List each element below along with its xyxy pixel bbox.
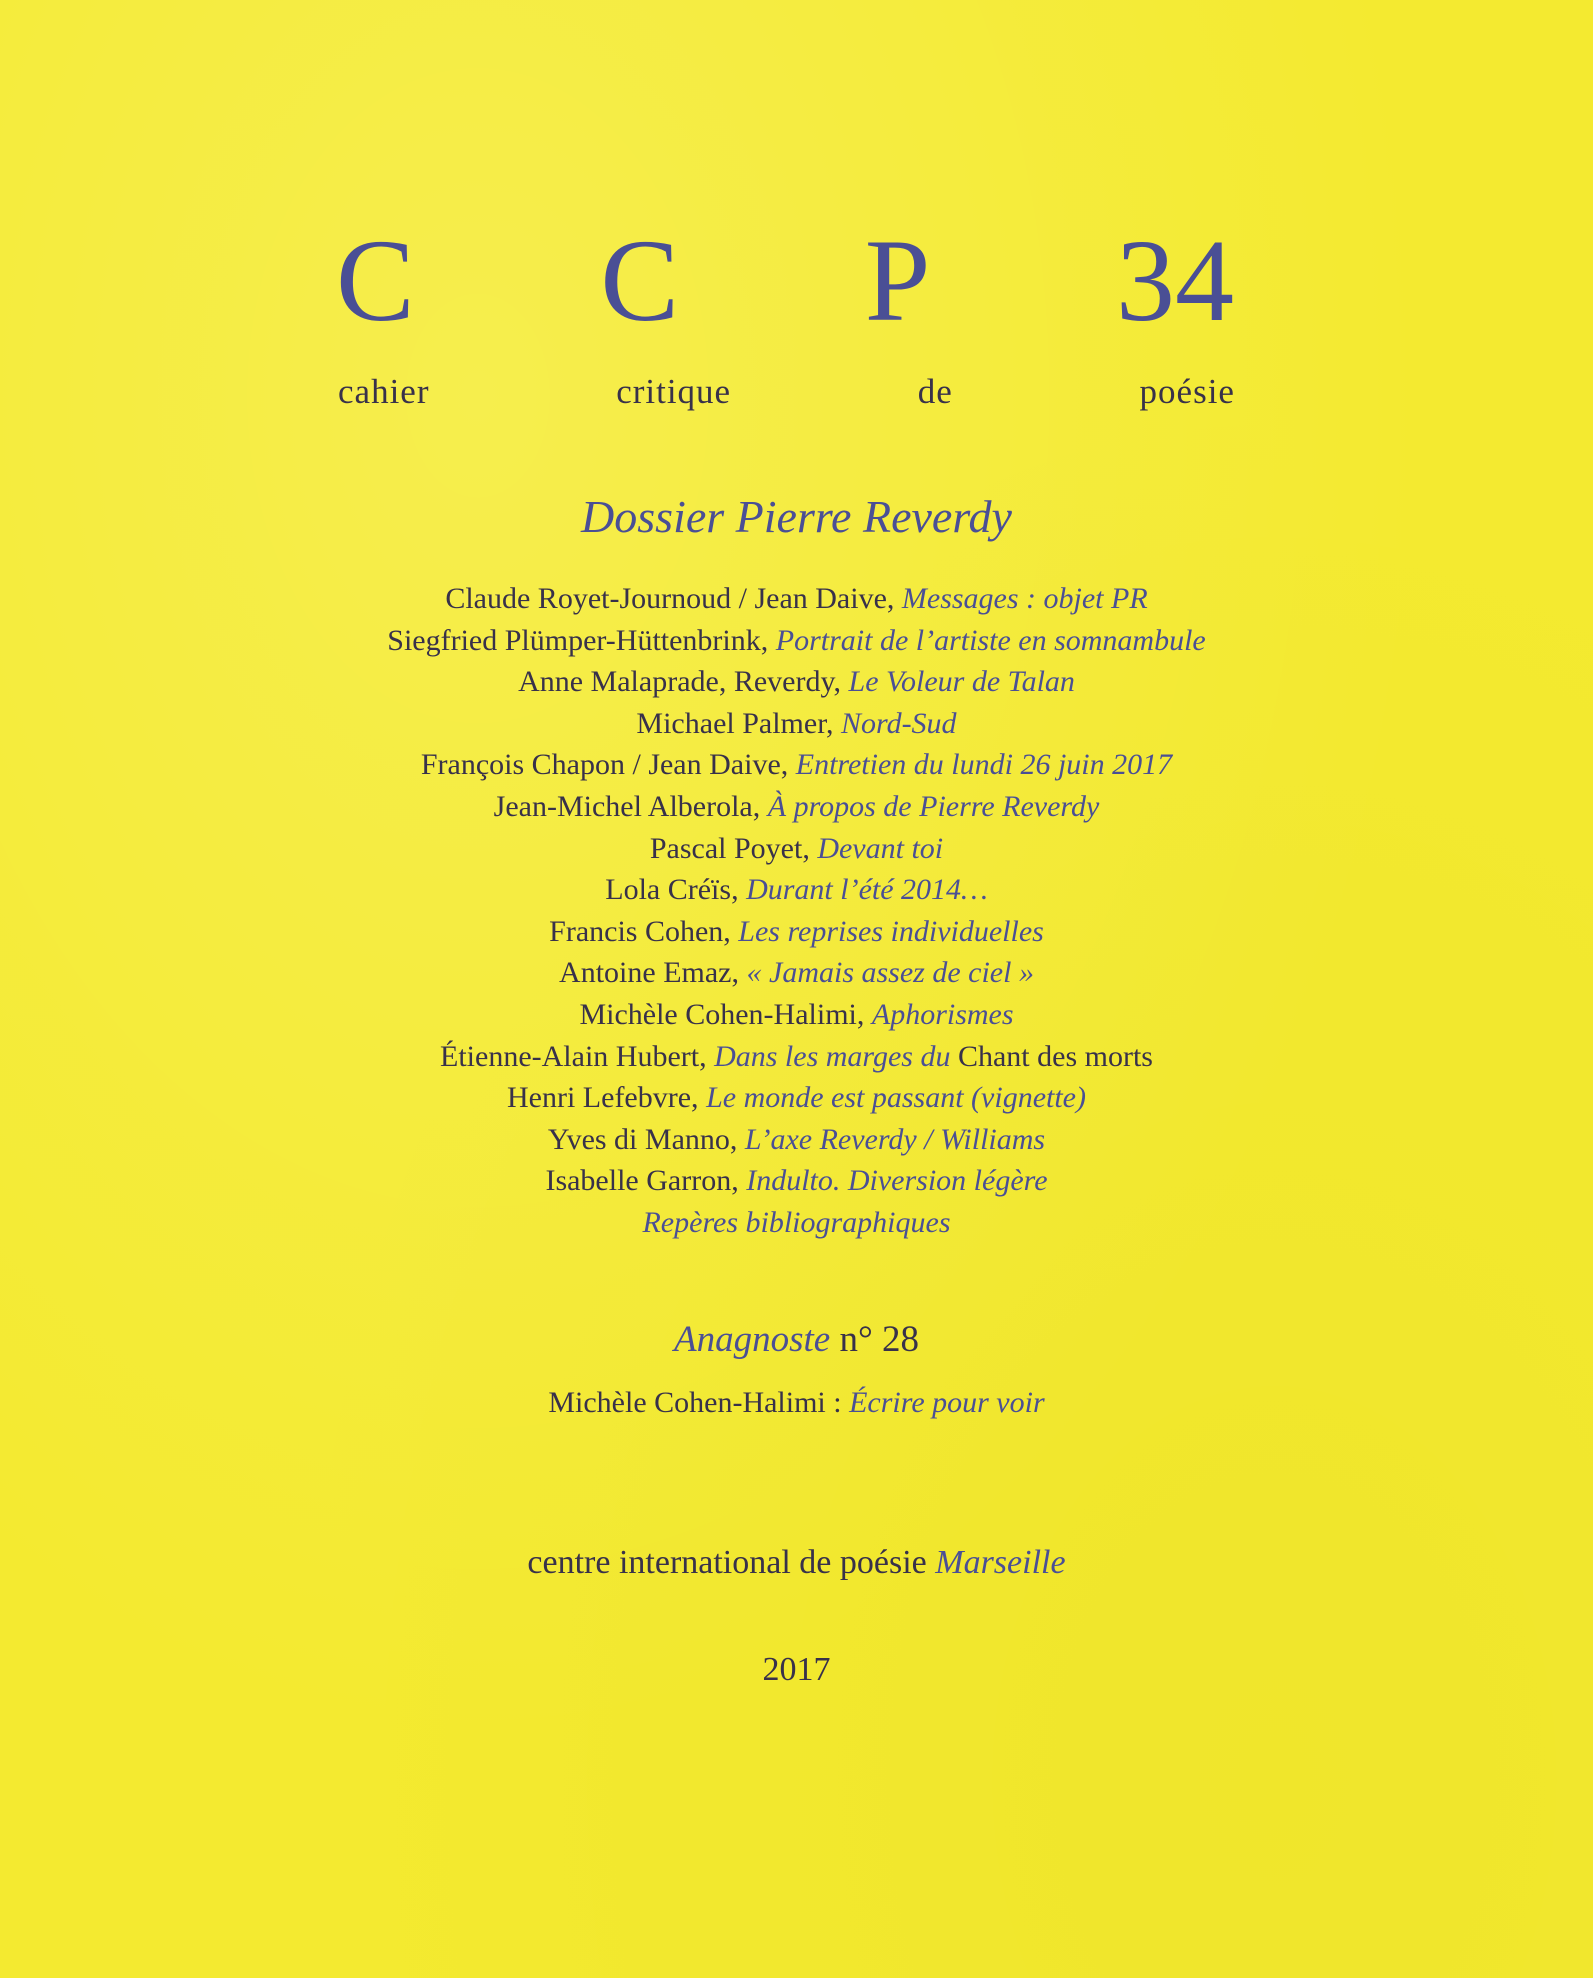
publication-year: 2017 [762,1651,831,1688]
anagnoste-number: n° 28 [830,1319,919,1360]
anagnoste-heading [0,1318,1593,1361]
entry-author: Michèle Cohen-Halimi, [579,997,872,1031]
entry-title: « Jamais assez de ciel » [746,956,1034,990]
contents-entry [0,1202,1593,1244]
contents-entry [0,786,1593,828]
entry-author: Yves di Manno, [547,1122,745,1156]
contents-entry [0,869,1593,911]
contents-entry [0,1077,1593,1119]
entry-title: Dans les marges du [714,1039,958,1073]
contents-entry [0,1119,1593,1161]
publisher-city: Marseille [935,1544,1066,1581]
publisher-name: centre international de poésie [527,1544,936,1581]
masthead-letter-p: P [864,215,931,346]
anagnoste-name: Anagnoste [674,1319,831,1360]
entry-author: Antoine Emaz, [559,956,747,990]
entry-author: Étienne-Alain Hubert, [440,1039,715,1073]
entry-title: L’axe Reverdy / Williams [744,1122,1046,1156]
entry-author: Pascal Poyet, [649,831,818,865]
entry-author: Claude Royet-Journoud / Jean Daive, [445,582,902,615]
entry-title: Durant l’été 2014… [746,873,988,907]
masthead [336,215,1234,346]
entry-title: Entretien du lundi 26 juin 2017 [795,748,1173,782]
entry-author: Lola Créïs, [605,873,747,907]
entry-author: Michael Palmer, [636,706,841,740]
dossier-title: Dossier Pierre Reverdy [581,491,1012,542]
publisher [0,1544,1593,1582]
contents-entry [0,828,1593,870]
anagnoste-entry [0,1386,1593,1420]
entry-title: À propos de Pierre Reverdy [767,789,1100,823]
entry-title: Les reprises individuelles [738,914,1044,948]
contents-entry [0,1036,1593,1078]
anagnoste-title: Écrire pour voir [849,1386,1045,1419]
entry-author: Anne Malaprade, Reverdy, [518,665,849,699]
subtitle-word: de [917,372,953,411]
entry-title: Messages : objet PR [901,582,1148,615]
subtitle-word: cahier [338,372,430,411]
entry-title: Repères bibliographiques [642,1205,951,1239]
contents-entry [0,1160,1593,1202]
masthead-letter-c1: C [336,215,415,346]
entry-title: Portrait de l’artiste en somnambule [775,623,1206,657]
entry-title: Le Voleur de Talan [848,665,1075,699]
entry-author: François Chapon / Jean Daive, [420,748,796,782]
entry-author: Jean-Michel Alberola, [493,789,768,823]
entry-title: Aphorismes [871,997,1014,1031]
entry-title: Le monde est passant (vignette) [706,1081,1086,1115]
issue-number: 34 [1116,215,1234,346]
contents-entry [0,952,1593,994]
contents-entry [0,744,1593,786]
entry-title-plain: Chant des morts [957,1039,1153,1073]
contents-entry [0,994,1593,1036]
entry-author: Siegfried Plümper-Hüttenbrink, [387,623,776,657]
subtitle-word: critique [616,372,732,411]
masthead-letter-c2: C [600,215,680,346]
entry-title: Indulto. Diversion légère [746,1164,1048,1198]
anagnoste-author: Michèle Cohen-Halimi : [548,1386,850,1419]
contents-entry [0,578,1593,620]
entry-title: Devant toi [817,831,944,865]
entry-title: Nord-Sud [841,706,957,740]
entry-author: Henri Lefebvre, [507,1081,707,1115]
table-of-contents [0,578,1593,1244]
contents-entry [0,703,1593,745]
contents-entry [0,620,1593,662]
entry-author: Francis Cohen, [549,914,739,948]
subtitle-word: poésie [1139,372,1235,411]
journal-subtitle [338,372,1235,412]
contents-entry [0,911,1593,953]
contents-entry [0,661,1593,703]
entry-author: Isabelle Garron, [545,1164,747,1198]
